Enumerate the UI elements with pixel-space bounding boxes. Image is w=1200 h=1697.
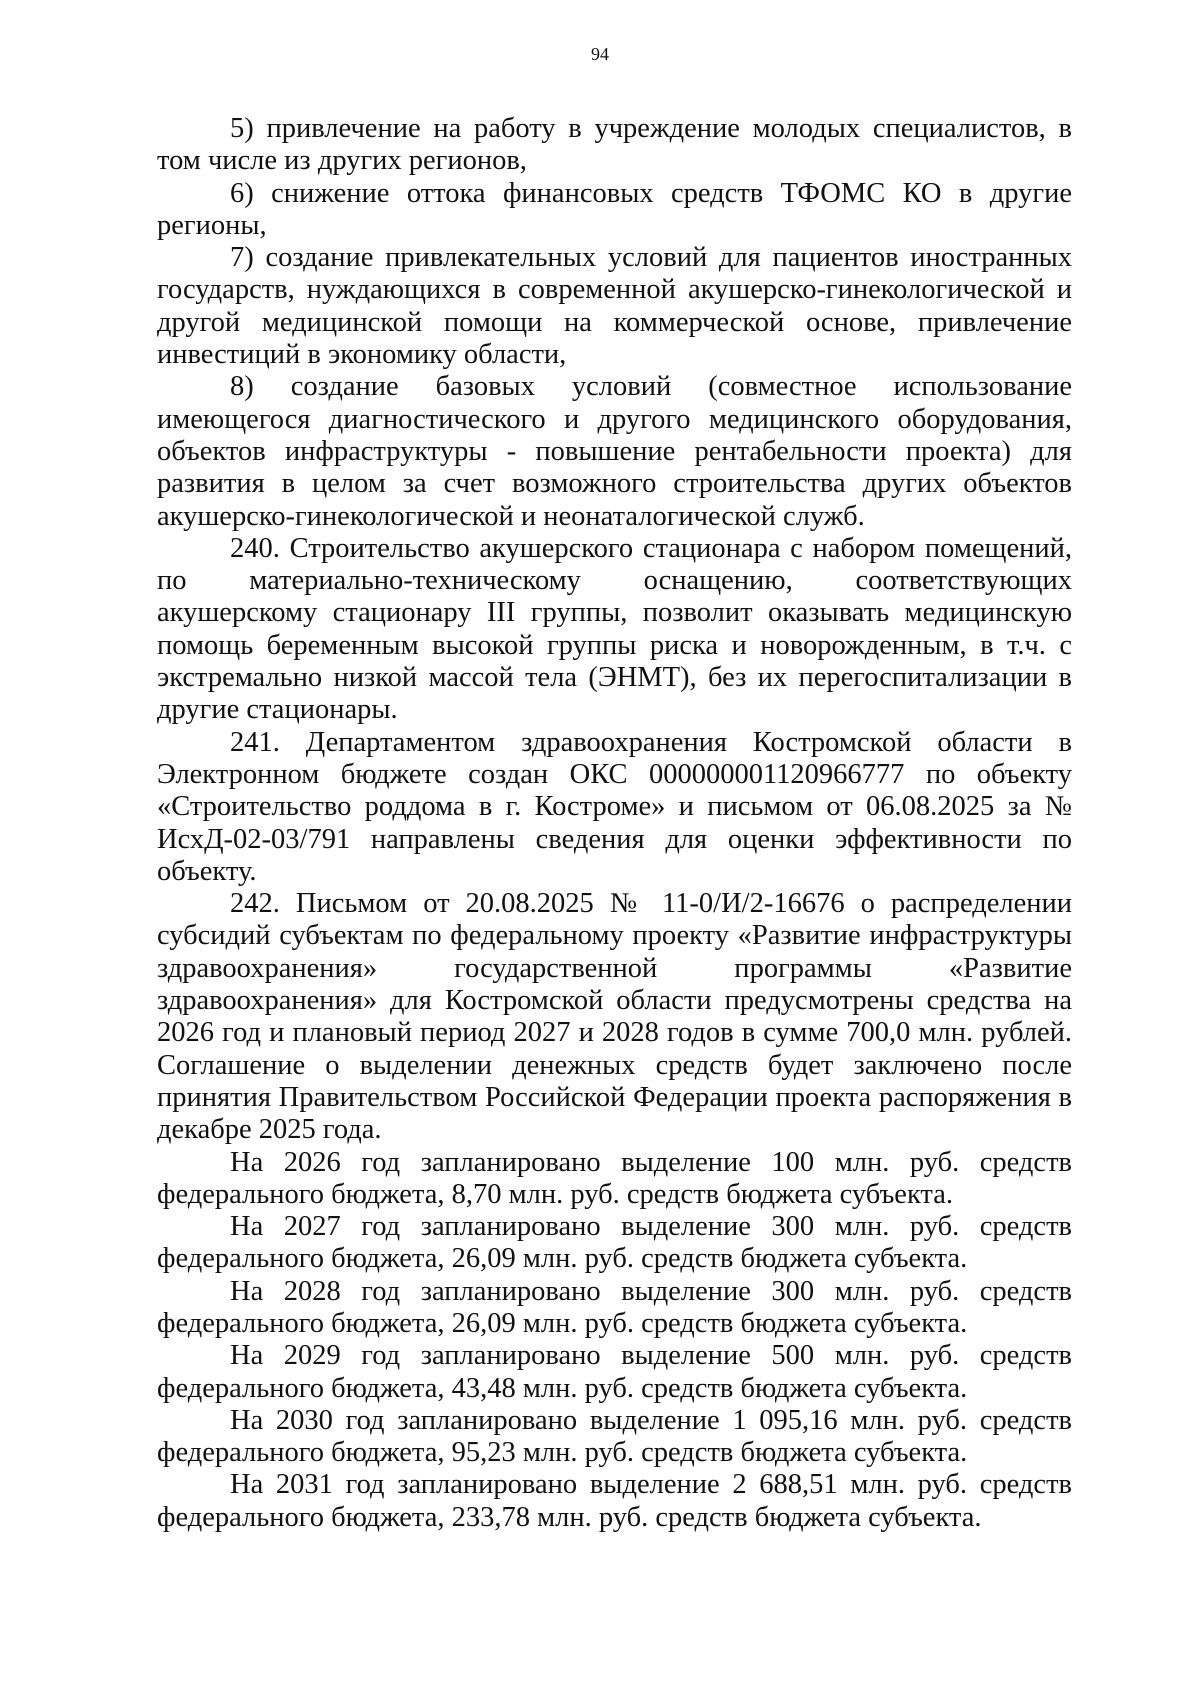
paragraph-240: 240. Строительство акушерского стационара с набором помещений, по материально-техническому оснащению, соответствующих акушерскому стационару III группы, позволит оказывать медицинскую помощь беременным высокой группы риска и новорожденным, в т.ч. с экстремально низкой массой тела (ЭНМТ), без их перегоспитализации в другие стационары. [157,532,1072,726]
funding-2028: На 2028 год запланировано выделение 300 млн. руб. средств федерального бюджета, 26,09 млн. руб. средств бюджета субъекта. [157,1275,1072,1339]
page-number: 94 [591,44,609,64]
list-item-8: 8) создание базовых условий (совместное использование имеющегося диагностического и другого медицинского оборудования, объектов инфраструктуры - повышение рентабельности проекта) для развития в целом за счет возможного строительства других объектов акушерско-гинекологической и неонаталогической служб. [157,371,1072,532]
list-item-7: 7) создание привлекательных условий для пациентов иностранных государств, нуждающихся в современной акушерско-гинекологической и другой медицинской помощи на коммерческой основе, привлечение инвестиций в экономику области, [157,242,1072,371]
funding-2026: На 2026 год запланировано выделение 100 млн. руб. средств федерального бюджета, 8,70 млн. руб. средств бюджета субъекта. [157,1146,1072,1210]
funding-2029: На 2029 год запланировано выделение 500 млн. руб. средств федерального бюджета, 43,48 млн. руб. средств бюджета субъекта. [157,1340,1072,1404]
funding-2027: На 2027 год запланировано выделение 300 млн. руб. средств федерального бюджета, 26,09 млн. руб. средств бюджета субъекта. [157,1211,1072,1275]
list-item-6: 6) снижение оттока финансовых средств ТФОМС КО в другие регионы, [157,177,1072,241]
funding-2030: На 2030 год запланировано выделение 1 095,16 млн. руб. средств федерального бюджета, 95,23 млн. руб. средств бюджета субъекта. [157,1404,1072,1469]
list-item-5: 5) привлечение на работу в учреждение молодых специалистов, в том числе из других регионов, [157,113,1072,177]
paragraph-242: 242. Письмом от 20.08.2025 № 11-0/И/2-16676 о распределении субсидий субъектам по федеральному проекту «Развитие инфраструктуры здравоохранения» государственной программы «Развитие здравоохранения» для Костромской области предусмотрены средства на 2026 год и плановый период 2027 и 2028 годов в сумме 700,0 млн. рублей. Соглашение о выделении денежных средств будет заключено после принятия Правительством Российской Федерации проекта распоряжения в декабре 2025 года. [157,888,1072,1146]
funding-2031: На 2031 год запланировано выделение 2 688,51 млн. руб. средств федерального бюджета, 233,78 млн. руб. средств бюджета субъекта. [157,1469,1072,1533]
document-body [157,113,1072,1534]
paragraph-241: 241. Департаментом здравоохранения Костромской области в Электронном бюджете создан ОКС 000000001120966777 по объекту «Строительство роддома в г. Костроме» и письмом от 06.08.2025 за № ИсхД-02-03/791 направлены сведения для оценки эффективности по объекту. [157,726,1072,887]
